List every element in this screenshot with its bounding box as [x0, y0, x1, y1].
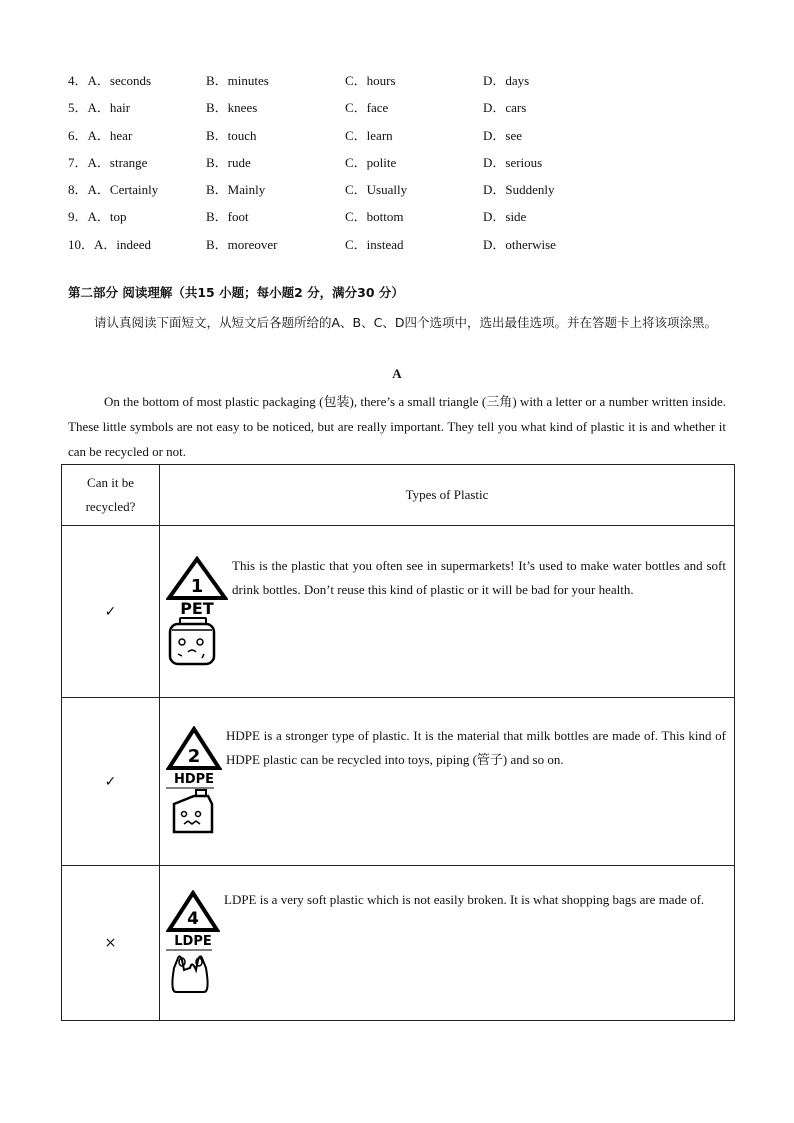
- option-d: D．days: [483, 73, 530, 88]
- plastic-description: LDPE is a very soft plastic which is not easily broken. It is what shopping bags are made of.: [224, 892, 705, 907]
- option-b: B．minutes: [206, 73, 269, 88]
- option-c: C．bottom: [345, 209, 404, 224]
- table-header-row: [62, 465, 735, 526]
- question-row: [68, 206, 628, 226]
- option-b: B．moreover: [206, 237, 278, 252]
- option-c: C．face: [345, 100, 389, 115]
- resin-code: HDPE: [173, 771, 215, 786]
- section-title: 第二部分 阅读理解（共15 小题；每小题2 分，满分30 分）: [68, 285, 404, 300]
- resin-code: PET: [180, 598, 214, 616]
- question-row: [68, 97, 628, 117]
- table-row: [62, 698, 735, 866]
- question-row: [68, 70, 628, 90]
- table-row: [62, 526, 735, 698]
- header-types: Types of Plastic: [160, 465, 735, 526]
- resin-number: 4: [187, 909, 199, 929]
- option-b: B．rude: [206, 155, 251, 170]
- shopping-bag-icon: [166, 948, 216, 996]
- option-a: 9．A．top: [68, 209, 127, 224]
- plastic-description: HDPE is a stronger type of plastic. It is the material that milk bottles are made of. This kind of HDPE plastic can be recycled into toys, piping (管子) and so on.: [226, 727, 726, 767]
- plastic-description: This is the plastic that you often see in supermarkets! It’s used to make water bottles and soft drink bottles. Don’t reuse this kind of plastic or it will be bad for your health.: [232, 557, 726, 597]
- option-c: C．polite: [345, 155, 397, 170]
- question-row: [68, 234, 628, 254]
- option-d: D．otherwise: [483, 237, 556, 252]
- recyclable-mark: ✓: [104, 603, 117, 620]
- option-a: 4．A．seconds: [68, 73, 152, 88]
- question-row: [68, 125, 628, 145]
- recycle-triangle-icon: [166, 556, 228, 616]
- passage-label: A: [392, 366, 402, 381]
- water-bottle-icon: [166, 616, 218, 668]
- option-a: 6．A．hear: [68, 128, 133, 143]
- recycle-triangle-icon: [166, 890, 220, 948]
- option-a: 10．A．indeed: [68, 237, 152, 252]
- option-d: D．see: [483, 128, 522, 143]
- recycle-triangle-icon: [166, 726, 222, 786]
- option-a: 7．A．strange: [68, 155, 148, 170]
- option-a: 8．A．Certainly: [68, 182, 159, 197]
- resin-number: 1: [190, 575, 204, 597]
- plastic-types-table: [61, 464, 735, 1021]
- question-row: [68, 152, 628, 172]
- option-b: B．Mainly: [206, 182, 266, 197]
- option-c: C．learn: [345, 128, 393, 143]
- option-d: D．side: [483, 209, 527, 224]
- section-instruction: 请认真阅读下面短文，从短文后各题所给的A、B、C、D四个选项中，选出最佳选项。并在答题卡上将该项涂黑。: [94, 315, 717, 330]
- recyclable-mark: ✓: [104, 773, 117, 790]
- table-row: [62, 866, 735, 1021]
- resin-code: LDPE: [174, 934, 212, 948]
- option-b: B．knees: [206, 100, 258, 115]
- option-b: B．foot: [206, 209, 249, 224]
- recyclable-mark: ×: [104, 935, 117, 951]
- option-c: C．hours: [345, 73, 396, 88]
- header-recyclable: Can it be recycled?: [62, 465, 160, 526]
- option-c: C．Usually: [345, 182, 408, 197]
- option-b: B．touch: [206, 128, 257, 143]
- passage-text: On the bottom of most plastic packaging (包装), there’s a small triangle (三角) with a letter or a number written inside. These little symbols are not easy to be noticed, but are really important. They tell you what kind of plastic it is and whether it can be recycled or not.: [68, 394, 726, 459]
- option-d: D．cars: [483, 100, 527, 115]
- option-a: 5．A．hair: [68, 100, 131, 115]
- question-row: [68, 179, 628, 199]
- option-d: D．Suddenly: [483, 182, 555, 197]
- milk-jug-icon: [166, 786, 216, 838]
- option-c: C．instead: [345, 237, 404, 252]
- resin-number: 2: [187, 745, 201, 767]
- option-d: D．serious: [483, 155, 543, 170]
